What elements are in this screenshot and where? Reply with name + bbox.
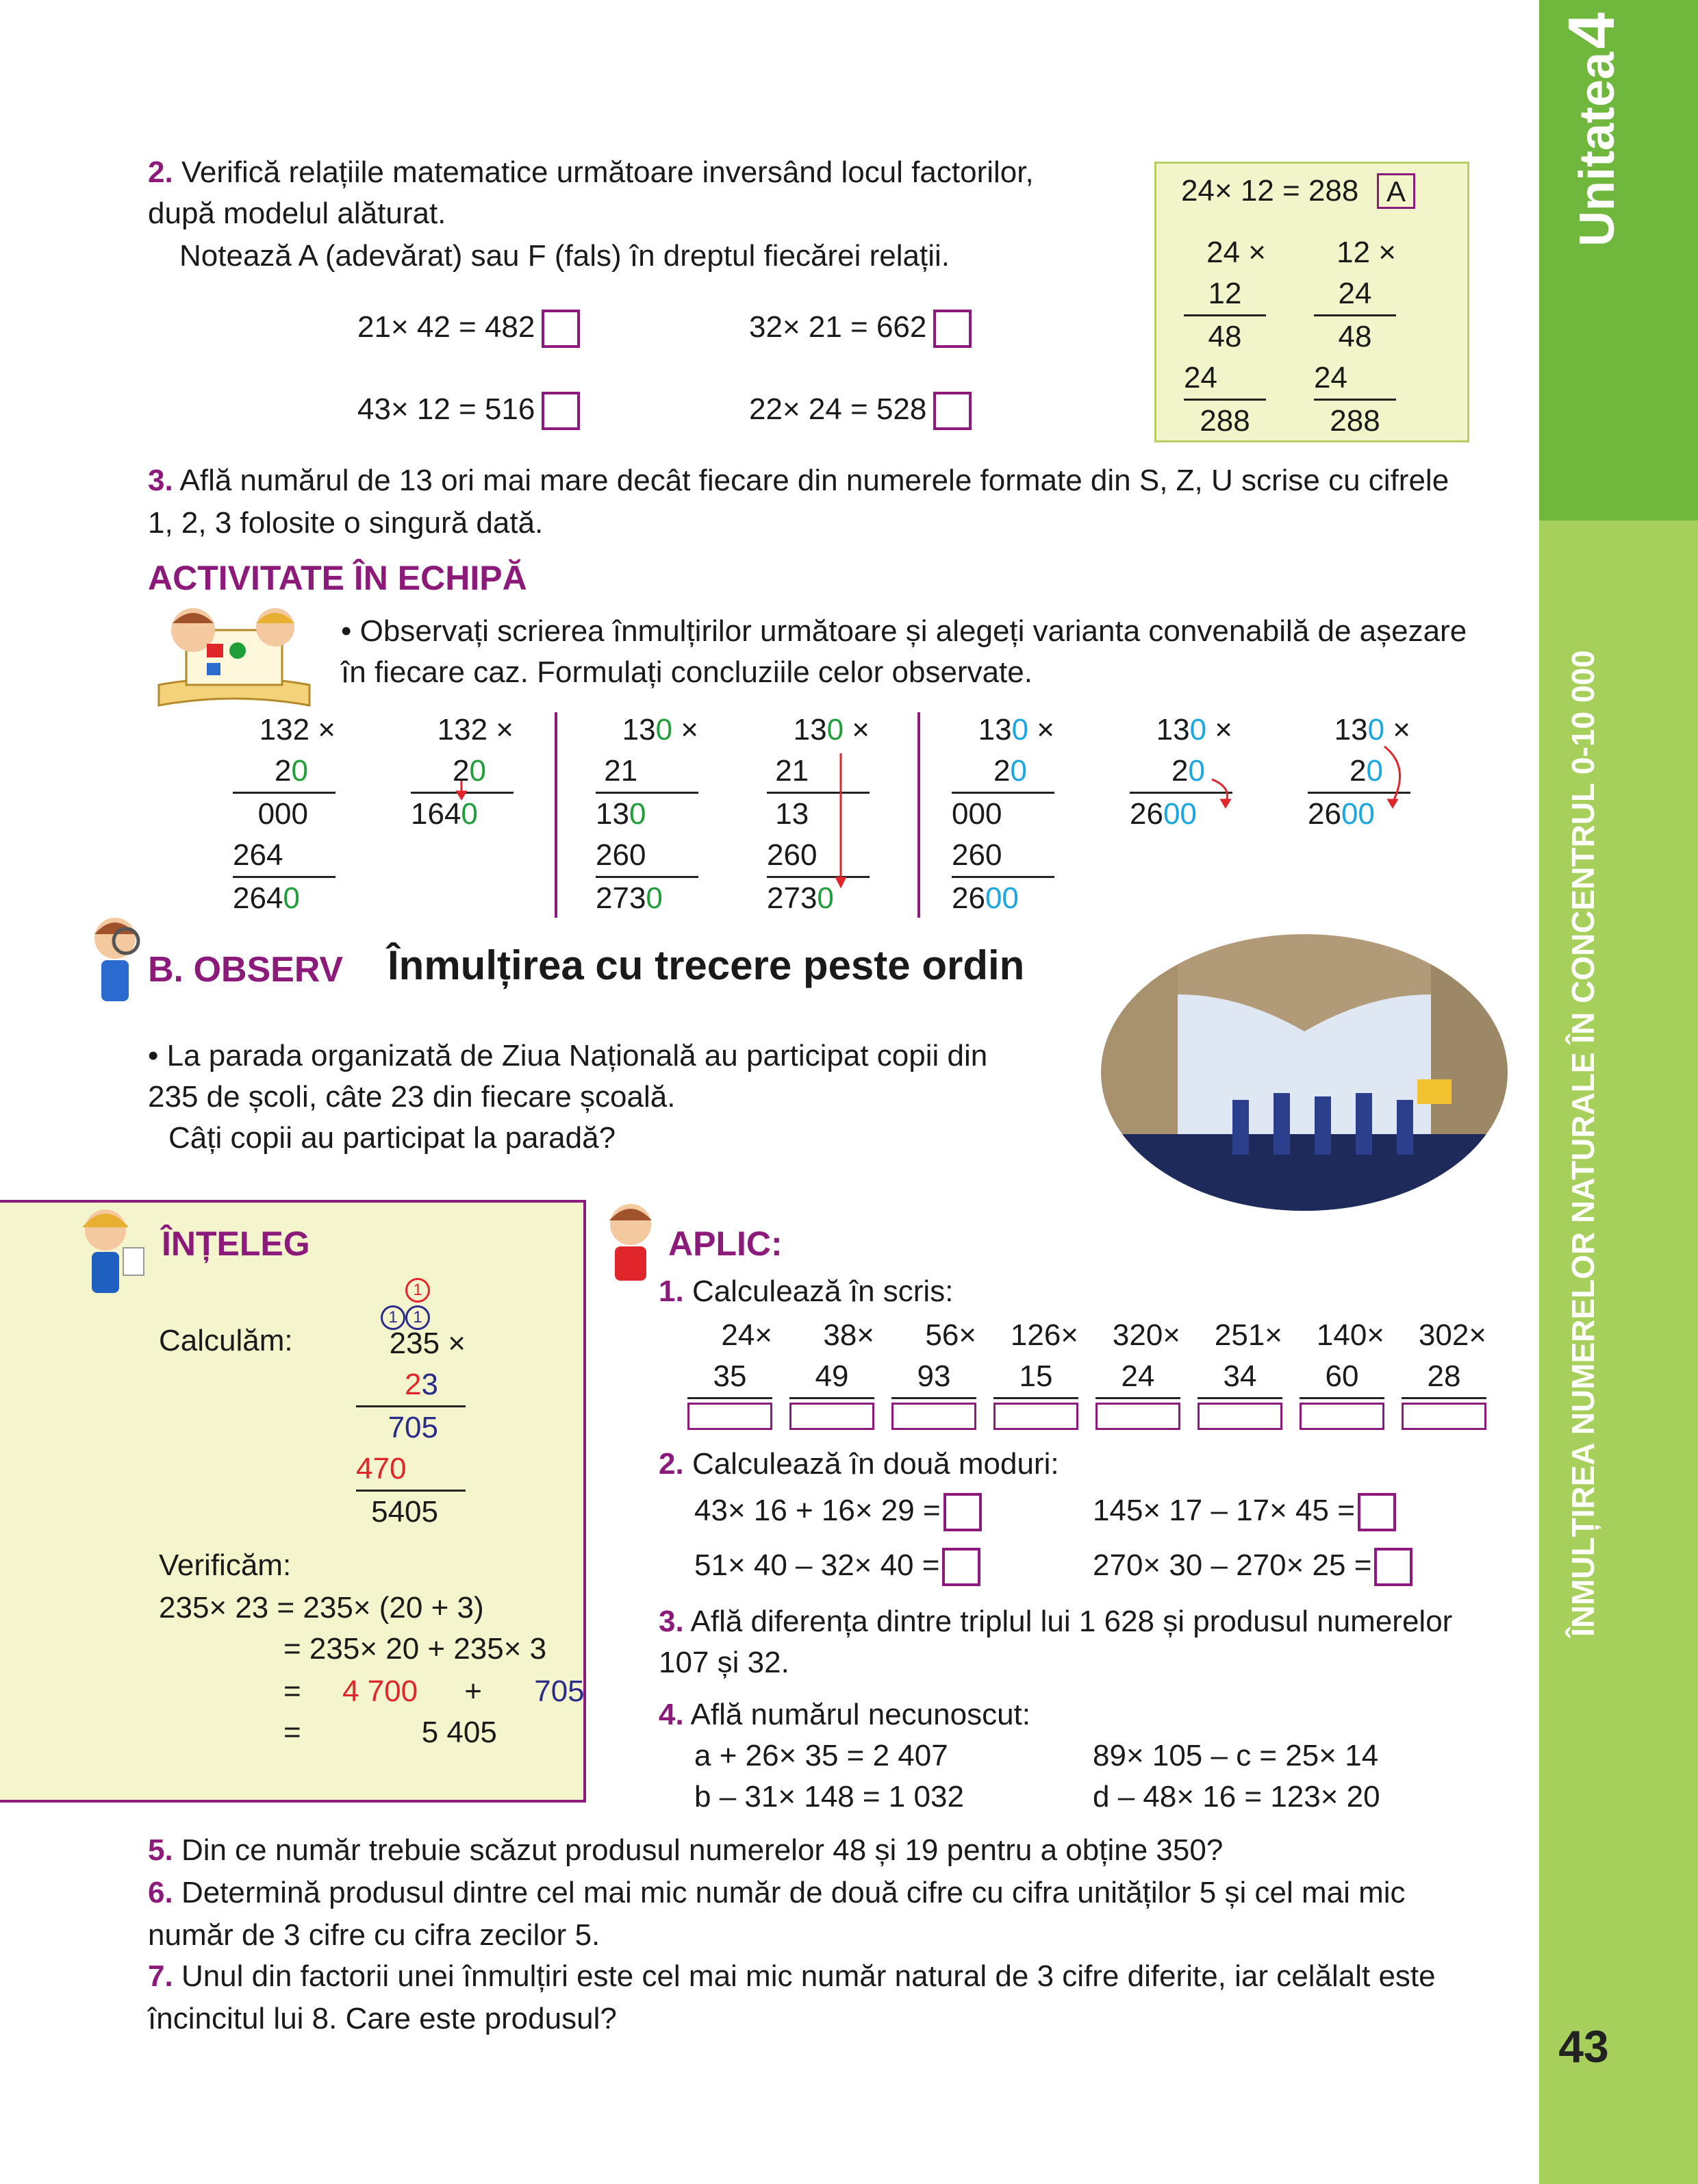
answer-box[interactable] [789, 1403, 874, 1430]
calc-label: Calculăm: [159, 1324, 293, 1357]
aplic-e4-text: 4. Află numărul necunoscut: [659, 1698, 1031, 1731]
aplic-e4-item: 89× 105 – c = 25× 14 [1093, 1739, 1379, 1772]
aplic-e3-line2: 107 și 32. [659, 1646, 789, 1679]
aplic-e2-item: 51× 40 – 32× 40 = [694, 1545, 980, 1586]
verif-line2: = 235× 20 + 235× 3 [283, 1632, 547, 1666]
aplic-e2-item: 43× 16 + 16× 29 = [694, 1490, 982, 1531]
model-answer: A [1377, 173, 1415, 209]
ex2-line2: după modelul alăturat. [148, 197, 446, 230]
written-multiplication: 126× 15 [993, 1315, 1078, 1399]
verif-label: Verificăm: [159, 1548, 292, 1582]
carry-digit: 1 [381, 1305, 405, 1330]
ex2-line3: Notează A (adevărat) sau F (fals) în dreptul fiecărei relații. [179, 239, 950, 273]
observ-line3: Câți copii au participat la paradă? [168, 1121, 616, 1155]
ex7-line1: 7. Unul din factorii unei înmulțiri este cel mai mic număr natural de 3 cifre diferite, iar celălalt este [148, 1959, 1436, 1993]
model-equation: 24× 12 = 288 [1181, 174, 1359, 208]
aplic-e4-item: a + 26× 35 = 2 407 [694, 1739, 948, 1772]
team-line1: • Observați scrierea înmulțirilor următoare și alegeți varianta convenabilă de așezare [341, 614, 1467, 648]
answer-box[interactable] [993, 1403, 1078, 1430]
ex6-line2: număr de 3 cifre cu cifra zecilor 5. [148, 1918, 600, 1952]
written-multiplication: 320× 24 [1095, 1315, 1180, 1399]
answer-box[interactable] [943, 1493, 982, 1531]
written-multiplication: 24× 35 [687, 1315, 772, 1399]
carry-digit: 1 [405, 1305, 430, 1330]
ex2-line1: 2. Verifică relațiile matematice următoare inversând locul factorilor, [148, 155, 1034, 189]
answer-box[interactable] [1402, 1403, 1486, 1430]
aplic-e2-text: 2. Calculează în două moduri: [659, 1447, 1059, 1481]
ex2-item-4: 22× 24 = 528 [749, 389, 972, 430]
carry-digit: 1 [405, 1278, 430, 1303]
model-box: 24× 12 = 288 A 24 × 12 48 24 288 12 × 24 48 24 288 [1154, 162, 1469, 442]
ex2-item-2: 32× 21 = 662 [749, 307, 972, 348]
aplic-e4-item: b – 31× 148 = 1 032 [694, 1780, 964, 1813]
written-multiplication: 140× 60 [1300, 1315, 1384, 1399]
observ-line2: 235 de școli, câte 23 din fiecare școală. [148, 1080, 676, 1114]
ex3-line2: 1, 2, 3 folosite o singură dată. [148, 506, 544, 540]
girl-illustration [58, 1200, 153, 1309]
verif-line1: 235× 23 = 235× (20 + 3) [159, 1591, 484, 1624]
written-multiplication: 251× 34 [1198, 1315, 1282, 1399]
ex6-line1: 6. Determină produsul dintre cel mai mic număr de două cifre cu cifra unităților 5 și cel mai mic [148, 1876, 1406, 1909]
answer-box[interactable] [1374, 1548, 1412, 1586]
ex2-item-1: 21× 42 = 482 [357, 307, 580, 348]
observ-title: Înmulțirea cu trecere peste ordin [388, 942, 1025, 988]
written-multiplication: 38× 49 [789, 1315, 874, 1399]
verif-line3: = 4 700 + 705 [283, 1674, 585, 1708]
aplic-e2-item: 145× 17 – 17× 45 = [1093, 1490, 1396, 1531]
ex2-item-3: 43× 12 = 516 [357, 389, 580, 430]
parade-photo [1095, 929, 1513, 1216]
answer-box[interactable] [1095, 1403, 1180, 1430]
team-line2: în fiecare caz. Formulați concluziile celor observate. [341, 655, 1032, 689]
aplic-e3-line1: 3. Află diferența dintre triplul lui 1 628 și produsul numerelor [659, 1605, 1453, 1638]
aplic-e2-item: 270× 30 – 270× 25 = [1093, 1545, 1412, 1586]
chapter-title: ÎNMULȚIREA NUMERELOR NATURALE ÎN CONCENTRUL 0-10 000 [1565, 650, 1601, 1637]
boy-illustration [593, 1194, 668, 1283]
aplic-e1-text: 1. Calculează în scris: [659, 1275, 954, 1308]
written-multiplication: 302× 28 [1402, 1315, 1486, 1399]
answer-box[interactable] [1198, 1403, 1282, 1430]
verif-line4: = 5 405 [283, 1716, 497, 1749]
team-title: ACTIVITATE ÎN ECHIPĂ [148, 559, 527, 597]
ex5: 5. Din ce număr trebuie scăzut produsul numerelor 48 și 19 pentru a obține 350? [148, 1833, 1224, 1867]
aplic-e4-item: d – 48× 16 = 123× 20 [1093, 1780, 1380, 1813]
written-multiplication: 56× 93 [891, 1315, 976, 1399]
answer-box[interactable] [1358, 1493, 1396, 1531]
page-number: 43 [1558, 2021, 1609, 2072]
unit-title: Unitatea 4 [1555, 12, 1628, 247]
boy-magnifier-illustration [81, 911, 149, 1007]
inteleg-title: ÎNȚELEG [162, 1225, 310, 1263]
answer-box[interactable] [1300, 1403, 1384, 1430]
observ-line1: • La parada organizată de Ziua Națională au participat copii din [148, 1039, 988, 1072]
answer-box[interactable] [687, 1403, 772, 1430]
observ-label: B. OBSERV [148, 950, 344, 990]
ex7-line2: încincitul lui 8. Care este produsul? [148, 2002, 617, 2035]
ex3-line1: 3. Află numărul de 13 ori mai mare decât fiecare din numerele formate din S, Z, U scrise cu cifrele [148, 464, 1449, 497]
answer-box[interactable] [891, 1403, 976, 1430]
answer-box[interactable] [942, 1548, 980, 1586]
inteleg-multiplication: 235 × 23 705 470 5405 [356, 1327, 466, 1529]
aplic-title: APLIC: [668, 1225, 783, 1263]
